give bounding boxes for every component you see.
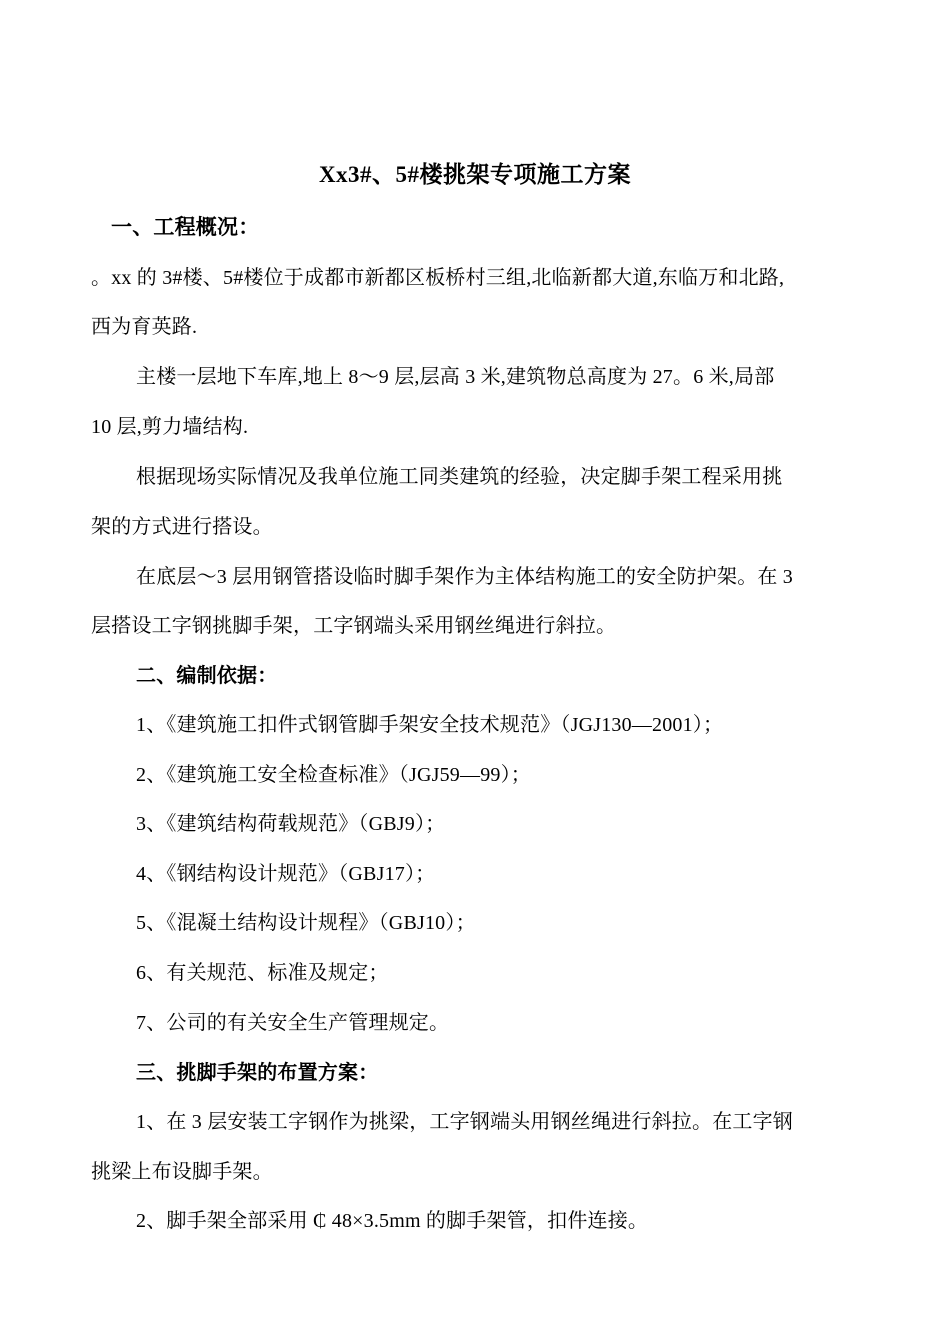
paragraph-decision-line-1: 根据现场实际情况及我单位施工同类建筑的经验，决定脚手架工程采用挑 — [136, 466, 783, 488]
paragraph-scaffold-line-1: 在底层～3 层用钢管搭设临时脚手架作为主体结构施工的安全防护架。在 3 — [136, 566, 793, 588]
document-title: Xx3#、5#楼挑架专项施工方案 — [318, 162, 632, 187]
paragraph-structure-line-2: 10 层,剪力墙结构. — [91, 416, 249, 438]
paragraph-location-line-1: 。xx 的 3#楼、5#楼位于成都市新都区板桥村三组,北临新都大道,东临万和北路, — [91, 267, 785, 289]
paragraph-decision-line-2: 架的方式进行搭设。 — [91, 516, 273, 538]
basis-item: 2、《建筑施工安全检查标准》（JGJ59—99）； — [136, 764, 532, 786]
basis-item: 7、公司的有关安全生产管理规定。 — [136, 1012, 450, 1034]
paragraph-layout-line-2: 挑梁上布设脚手架。 — [91, 1161, 273, 1183]
basis-item: 3、《建筑结构荷载规范》（GBJ9）； — [136, 813, 446, 835]
paragraph-pipe-line-1: 2、脚手架全部采用 ₵ 48×3.5mm 的脚手架管，扣件连接。 — [136, 1210, 649, 1232]
section-heading-overview: 一、工程概况： — [111, 215, 260, 239]
paragraph-structure-line-1: 主楼一层地下车库,地上 8～9 层,层高 3 米,建筑物总高度为 27。6 米,局部 — [136, 366, 775, 388]
section-heading-basis: 二、编制依据： — [136, 665, 278, 687]
section-heading-layout: 三、挑脚手架的布置方案： — [136, 1062, 379, 1084]
paragraph-scaffold-line-2: 层搭设工字钢挑脚手架，工字钢端头采用钢丝绳进行斜拉。 — [91, 615, 617, 637]
basis-item: 4、《钢结构设计规范》（GBJ17）； — [136, 863, 436, 885]
paragraph-location-line-2: 西为育英路. — [91, 316, 198, 338]
basis-item: 1、《建筑施工扣件式钢管脚手架安全技术规范》（JGJ130—2001）； — [136, 714, 724, 736]
basis-item: 6、有关规范、标准及规定； — [136, 962, 389, 984]
paragraph-layout-line-1: 1、在 3 层安装工字钢作为挑梁，工字钢端头用钢丝绳进行斜拉。在工字钢 — [136, 1111, 793, 1133]
basis-item: 5、《混凝土结构设计规程》（GBJ10）； — [136, 912, 476, 934]
